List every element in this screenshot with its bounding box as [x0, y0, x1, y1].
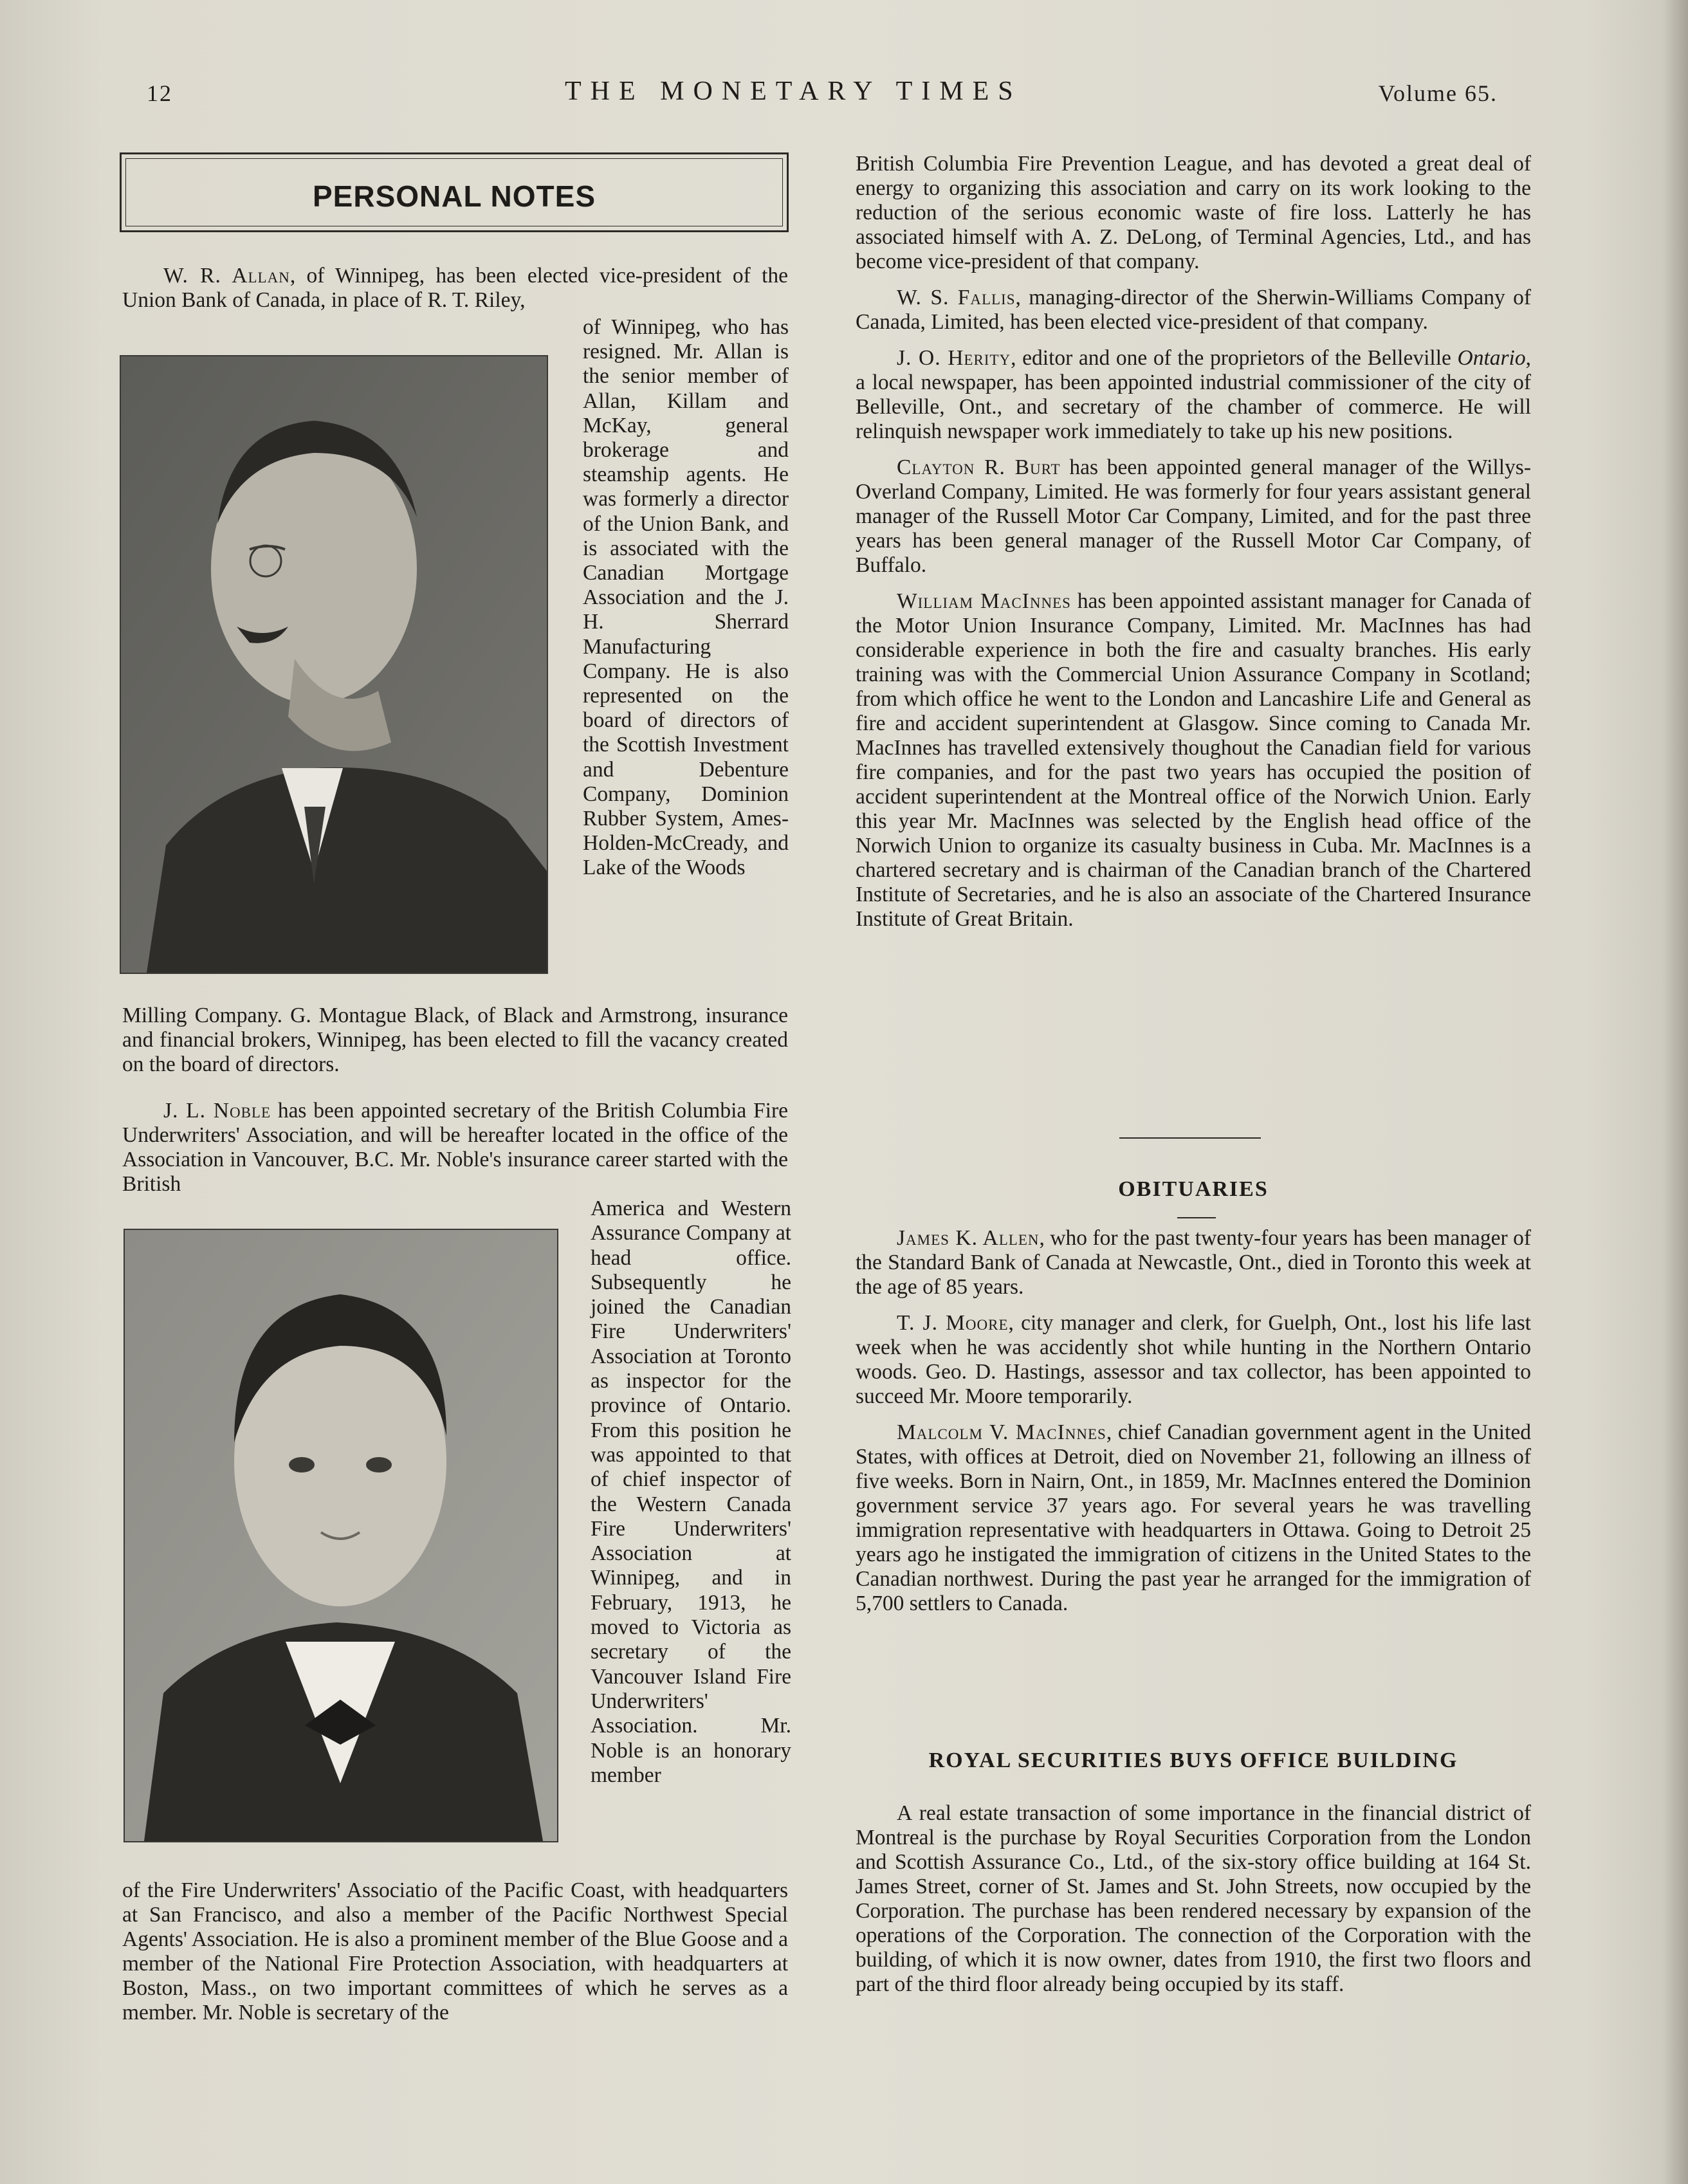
burt-text: has been appointed general manager of the Willys-Overland Company, Limited. He was formerly for four years assistant general manager of the Russell Motor Car Company, Limited, and for the past three years has been general manager of the Russell Motor Car Company, of Buffalo.	[856, 455, 1531, 577]
noble-narrow-text	[591, 1197, 791, 1788]
allen-text: , who for the past twenty-four years has been manager of the Standard Bank of Canada at Newcastle, Ont., died in Toronto this week at the age of 85 years.	[856, 1226, 1531, 1299]
malcolm-macinnes-name: Malcolm V. MacInnes	[897, 1420, 1106, 1444]
portrait-allan	[120, 355, 548, 974]
herity-paper-name: Ontario	[1457, 346, 1526, 370]
right-column	[856, 152, 1531, 931]
obituaries-heading: OBITUARIES	[1118, 1177, 1269, 1201]
obituaries-underline	[1177, 1217, 1216, 1218]
section-divider	[1119, 1137, 1261, 1139]
allan-intro	[122, 264, 788, 313]
moore-name: T. J. Moore	[897, 1311, 1009, 1335]
noble-continued-paragraph: British Columbia Fire Prevention League, and has devoted a great deal of energy to organizing this association and carry on its work looking to the reduction of the serious economic waste of fire loss. Latterly he has associated himself with A. Z. DeLong, of Terminal Agencies, Ltd., and has become vice-president of that company.	[856, 152, 1531, 273]
allan-narrow-paragraph: of Winnipeg, who has resigned. Mr. Allan is the senior member of Allan, Killam and McKay, general brokerage and steamship agents. He was formerly a director of the Union Bank, and is associated with the Canadian Mortgage Association and the J. H. Sherrard Manufacturing Company. He is also represented on the board of directors of the Scottish Investment and Debenture Company, Dominion Rubber System, Ames-Holden-McCready, and Lake of the Woods	[583, 315, 789, 880]
royal-securities-heading: ROYAL SECURITIES BUYS OFFICE BUILDING	[928, 1748, 1458, 1772]
allan-closing	[122, 1004, 788, 1077]
noble-intro-text: has been appointed secretary of the British Columbia Fire Underwriters' Association, and will be hereafter located in the office of the Association in Vancouver, B.C. Mr. Noble's insurance career started with the British	[122, 1099, 788, 1196]
herity-name: J. O. Herity	[897, 346, 1011, 370]
macinnes-name: William MacInnes	[897, 589, 1071, 613]
allen-name: James K. Allen	[897, 1226, 1040, 1250]
fallis-name: W. S. Fallis	[897, 286, 1016, 309]
moore-text: , city manager and clerk, for Guelph, Ont., lost his life last week when he was accidently shot while hunting in the Northern Ontario woods. Geo. D. Hastings, assessor and tax collector, has been appointed to succeed Mr. Moore temporarily.	[856, 1311, 1531, 1408]
noble-name: J. L. Noble	[163, 1099, 271, 1123]
running-head	[147, 76, 1498, 115]
malcolm-macinnes-text: , chief Canadian government agent in the United States, with offices at Detroit, died on November 21, following an illness of five weeks. Born in Nairn, Ont., in 1859, Mr. MacInnes entered the Dominion government service 37 years ago. For several years he was travelling immigration representative with headquarters in Ottawa. Going to Detroit 25 years ago he instigated the immigration of citizens in the United States to the Canadian northwest. During the past year he arranged for the immigration of 5,700 settlers to Canada.	[856, 1420, 1531, 1615]
herity-text-a: , editor and one of the proprietors of the Belleville	[1011, 346, 1458, 370]
volume-label: Volume 65.	[1378, 80, 1498, 106]
allan-name: W. R. Allan	[163, 264, 290, 288]
portrait-noble	[124, 1229, 558, 1842]
allan-narrow-text	[583, 315, 789, 881]
royal-securities-paragraph: A real estate transaction of some importance in the financial district of Montreal is the purchase by Royal Securities Corporation from the London and Scottish Assurance Co., Ltd., of the six-story office building at 164 St. James Street, corner of St. James and St. John Streets, now occupied by the Corporation. The purchase has been rendered necessary by expansion of the operations of the Corporation. The connection of the Corporation with the building, of which it is now owner, dates from 1910, the first two floors and part of the third floor already being occupied by its staff.	[856, 1801, 1531, 1996]
personal-notes-heading: PERSONAL NOTES	[313, 179, 596, 213]
royal-securities-column	[856, 1801, 1531, 1997]
fallis-text: , managing-director of the Sherwin-Williams Company of Canada, Limited, has been elected vice-president of that company.	[856, 286, 1531, 334]
obituaries-column	[856, 1226, 1531, 1616]
noble-narrow-paragraph: America and Western Assurance Company at head office. Subsequently he joined the Canadian Fire Underwriters' Association at Toronto as inspector for the province of Ontario. From this position he was appointed to that of chief inspector of the Western Canada Fire Underwriters' Association at Winnipeg, and in February, 1913, he moved to Victoria as secretary of the Vancouver Island Fire Underwriters' Association. Mr. Noble is an honorary member	[591, 1197, 791, 1787]
publication-title: THE MONETARY TIMES	[565, 77, 1022, 106]
herity-text-b: , a local newspaper, has been appointed industrial commissioner of the city of Belleville, Ont., and secretary of the chamber of commerce. He will relinquish newspaper work immediately to take up his new positions.	[856, 346, 1531, 443]
allan-intro-text: , of Winnipeg, has been elected vice-president of the Union Bank of Canada, in place of R. T. Riley,	[122, 264, 789, 312]
noble-closing-paragraph: of the Fire Underwriters' Associatio of the Pacific Coast, with headquarters at San Francisco, and also a member of the Pacific Northwest Special Agents' Association. He is also a prominent member of the Blue Goose and a member of the National Fire Protection Association, with headquarters at Boston, Mass., on two important committees of which he serves as a member. Mr. Noble is secretary of the	[122, 1878, 788, 2024]
burt-name: Clayton R. Burt	[897, 455, 1061, 479]
noble-closing	[122, 1878, 788, 2025]
personal-notes-heading-box	[120, 152, 789, 232]
page-spine-shadow	[1662, 0, 1688, 2184]
page-number: 12	[147, 80, 172, 106]
macinnes-text: has been appointed assistant manager for Canada of the Motor Union Insurance Company, Limited. Mr. MacInnes has had considerable experience in both the fire and casualty branches. His early training was with the Commercial Union Assurance Company in Scotland; from which office he went to the London and Lancashire Life and General as fire and accident superintendent at Glasgow. Since coming to Canada Mr. MacInnes has travelled extensively thoughout the Canadian field for various fire companies, and for the past two years has occupied the position of accident superintendent at the Montreal office of the Norwich Union. Early this year Mr. MacInnes was selected by the English head office of the Norwich Union to organize its casualty business in Cuba. Mr. MacInnes is a chartered secretary and is chairman of the Canadian branch of the Chartered Institute of Secretaries, and he is also an associate of the Chartered Insurance Institute of Great Britain.	[856, 589, 1531, 931]
noble-intro	[122, 1099, 788, 1197]
allan-closing-paragraph: Milling Company. G. Montague Black, of Black and Armstrong, insurance and financial brokers, Winnipeg, has been elected to fill the vacancy created on the board of directors.	[122, 1004, 788, 1076]
